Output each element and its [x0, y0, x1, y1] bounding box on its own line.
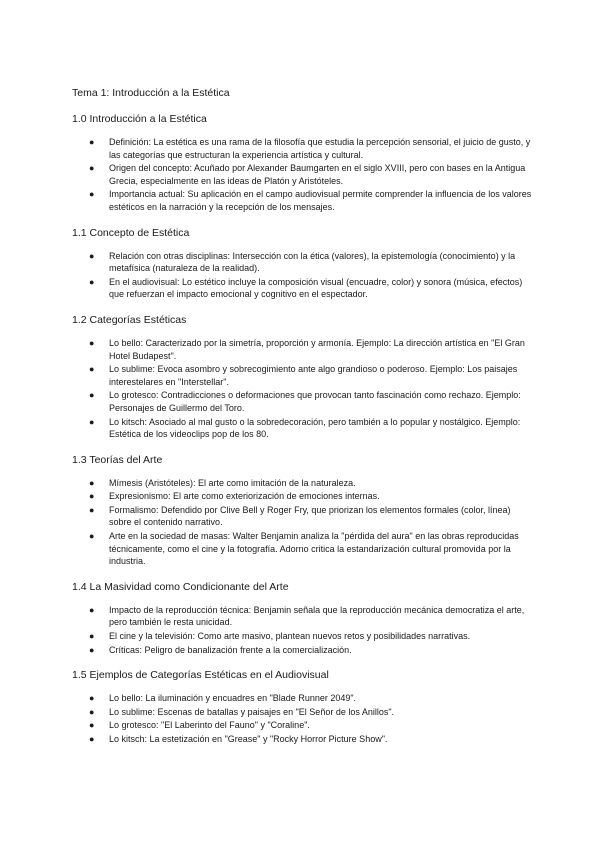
list-item-text: Relación con otras disciplinas: Intersección con la ética (valores), la epistemología (conocimiento) y la metafísica (naturaleza de la realidad).	[109, 250, 516, 274]
list-item-text: Lo kitsch: Asociado al mal gusto o la sobredecoración, pero también a lo popular y nostálgico. Ejemplo: Estética de los videoclips pop de los 80.	[109, 416, 521, 440]
list-item-text: Lo sublime: Evoca asombro y sobrecogimiento ante algo grandioso o poderoso. Ejemplo: Los paisajes interestelares en "Interstellar".	[109, 364, 518, 387]
document-title: Tema 1: Introducción a la Estética	[72, 87, 230, 99]
bullet-icon: ●	[89, 491, 95, 502]
list-item-text: El cine y la televisión: Como arte masivo, plantean nuevos retos y posibilidades narrativas.	[109, 631, 471, 642]
bullet-icon: ●	[89, 189, 95, 200]
bullet-icon: ●	[89, 250, 95, 261]
list-item	[72, 530, 532, 568]
list-item	[72, 604, 532, 629]
section-heading: 1.1 Concepto de Estética	[72, 226, 190, 239]
section	[72, 453, 532, 568]
bullet-icon: ●	[89, 720, 95, 731]
bullet-icon: ●	[89, 390, 95, 401]
bullet-icon: ●	[89, 706, 95, 717]
document-page	[72, 86, 532, 758]
list-item	[72, 719, 532, 732]
list-item-text: Lo bello: La iluminación y encuadres en "Blade Runner 2049".	[109, 693, 357, 704]
list-item	[72, 363, 532, 388]
bullet-icon: ●	[89, 531, 95, 542]
list-item-text: Formalismo: Defendido por Clive Bell y Roger Fry, que priorizan los elementos formales (color, línea) sobre el contenido narrativo.	[109, 504, 511, 528]
list-item	[72, 136, 532, 161]
bullet-icon: ●	[89, 137, 95, 147]
list-item-text: Lo sublime: Escenas de batallas y paisajes en "El Señor de los Anillos".	[109, 706, 395, 717]
section-heading: 1.2 Categorías Estéticas	[72, 313, 187, 326]
bullet-list	[72, 477, 532, 568]
list-item	[72, 706, 532, 719]
section-heading: 1.0 Introducción a la Estética	[72, 113, 207, 125]
list-item	[72, 389, 532, 414]
section-heading: 1.3 Teorías del Arte	[72, 453, 163, 466]
section	[72, 668, 532, 745]
bullet-icon: ●	[89, 693, 95, 704]
bullet-icon: ●	[89, 364, 95, 375]
section	[72, 226, 532, 301]
bullet-icon: ●	[89, 644, 95, 655]
section	[72, 112, 532, 214]
list-item	[72, 477, 532, 490]
section-heading: 1.4 La Masividad como Condicionante del Arte	[72, 580, 289, 593]
section	[72, 313, 532, 441]
bullet-icon: ●	[89, 477, 95, 488]
bullet-icon: ●	[89, 631, 95, 642]
list-item-text: En el audiovisual: Lo estético incluye la composición visual (encuadre, color) y sonora (música, efectos) que refuerzan el impacto emocional y cognitivo en el espectador.	[109, 276, 523, 300]
bullet-icon: ●	[89, 163, 95, 174]
list-item	[72, 490, 532, 503]
bullet-icon: ●	[89, 416, 95, 427]
list-item-text: Lo bello: Caracterizado por la simetría, proporción y armonía. Ejemplo: La dirección artística en "El Gran Hotel Budapest".	[109, 337, 525, 361]
bullet-list	[72, 604, 532, 656]
list-item-text: Expresionismo: El arte como exteriorización de emociones internas.	[109, 491, 380, 502]
list-item	[72, 188, 532, 213]
list-item-text: Origen del concepto: Acuñado por Alexander Baumgarten en el siglo XVIII, pero con bases en la Antigua Grecia, especialmente en las ideas de Platón y Aristóteles.	[109, 163, 526, 186]
list-item-text: Mímesis (Aristóteles): El arte como imitación de la naturaleza.	[109, 477, 356, 488]
list-item	[72, 692, 532, 705]
bullet-icon: ●	[89, 504, 95, 515]
bullet-icon: ●	[89, 734, 95, 744]
bullet-list	[72, 250, 532, 301]
list-item-text: Arte en la sociedad de masas: Walter Benjamin analiza la "pérdida del aura" en las obras reproducidas técnicamente, como el cine y la fotografía. Adorno critica la estandarización cultural promovida por la industria.	[109, 531, 519, 567]
list-item	[72, 416, 532, 441]
bullet-list	[72, 136, 532, 214]
list-item	[72, 733, 532, 746]
section-heading: 1.5 Ejemplos de Categorías Estéticas en el Audiovisual	[72, 669, 329, 682]
list-item	[72, 644, 532, 657]
list-item-text: Lo kitsch: La estetización en "Grease" y "Rocky Horror Picture Show".	[109, 734, 388, 744]
list-item-text: Definición: La estética es una rama de la filosofía que estudia la percepción sensorial, el juicio de gusto, y las categorías que estructuran la experiencia artística y cultural.	[109, 137, 531, 160]
list-item	[72, 250, 532, 275]
list-item	[72, 504, 532, 529]
list-item-text: Importancia actual: Su aplicación en el campo audiovisual permite comprender la influencia de los valores estéticos en la narración y la recepción de los mensajes.	[109, 189, 532, 212]
section	[72, 580, 532, 656]
bullet-list	[72, 337, 532, 441]
list-item	[72, 630, 532, 643]
bullet-list	[72, 692, 532, 745]
list-item-text: Críticas: Peligro de banalización frente a la comercialización.	[109, 644, 352, 655]
list-item-text: Lo grotesco: "El Laberinto del Fauno" y "Coraline".	[109, 720, 310, 731]
list-item	[72, 337, 532, 362]
bullet-icon: ●	[89, 276, 95, 287]
list-item	[72, 162, 532, 187]
sections-container	[72, 112, 532, 746]
list-item	[72, 276, 532, 301]
bullet-icon: ●	[89, 337, 95, 348]
bullet-icon: ●	[89, 604, 95, 615]
list-item-text: Impacto de la reproducción técnica: Benjamin señala que la reproducción mecánica democratiza el arte, pero también le resta unicidad.	[109, 604, 525, 628]
list-item-text: Lo grotesco: Contradicciones o deformaciones que provocan tanto fascinación como rechazo. Ejemplo: Personajes de Guillermo del Toro.	[109, 390, 521, 413]
